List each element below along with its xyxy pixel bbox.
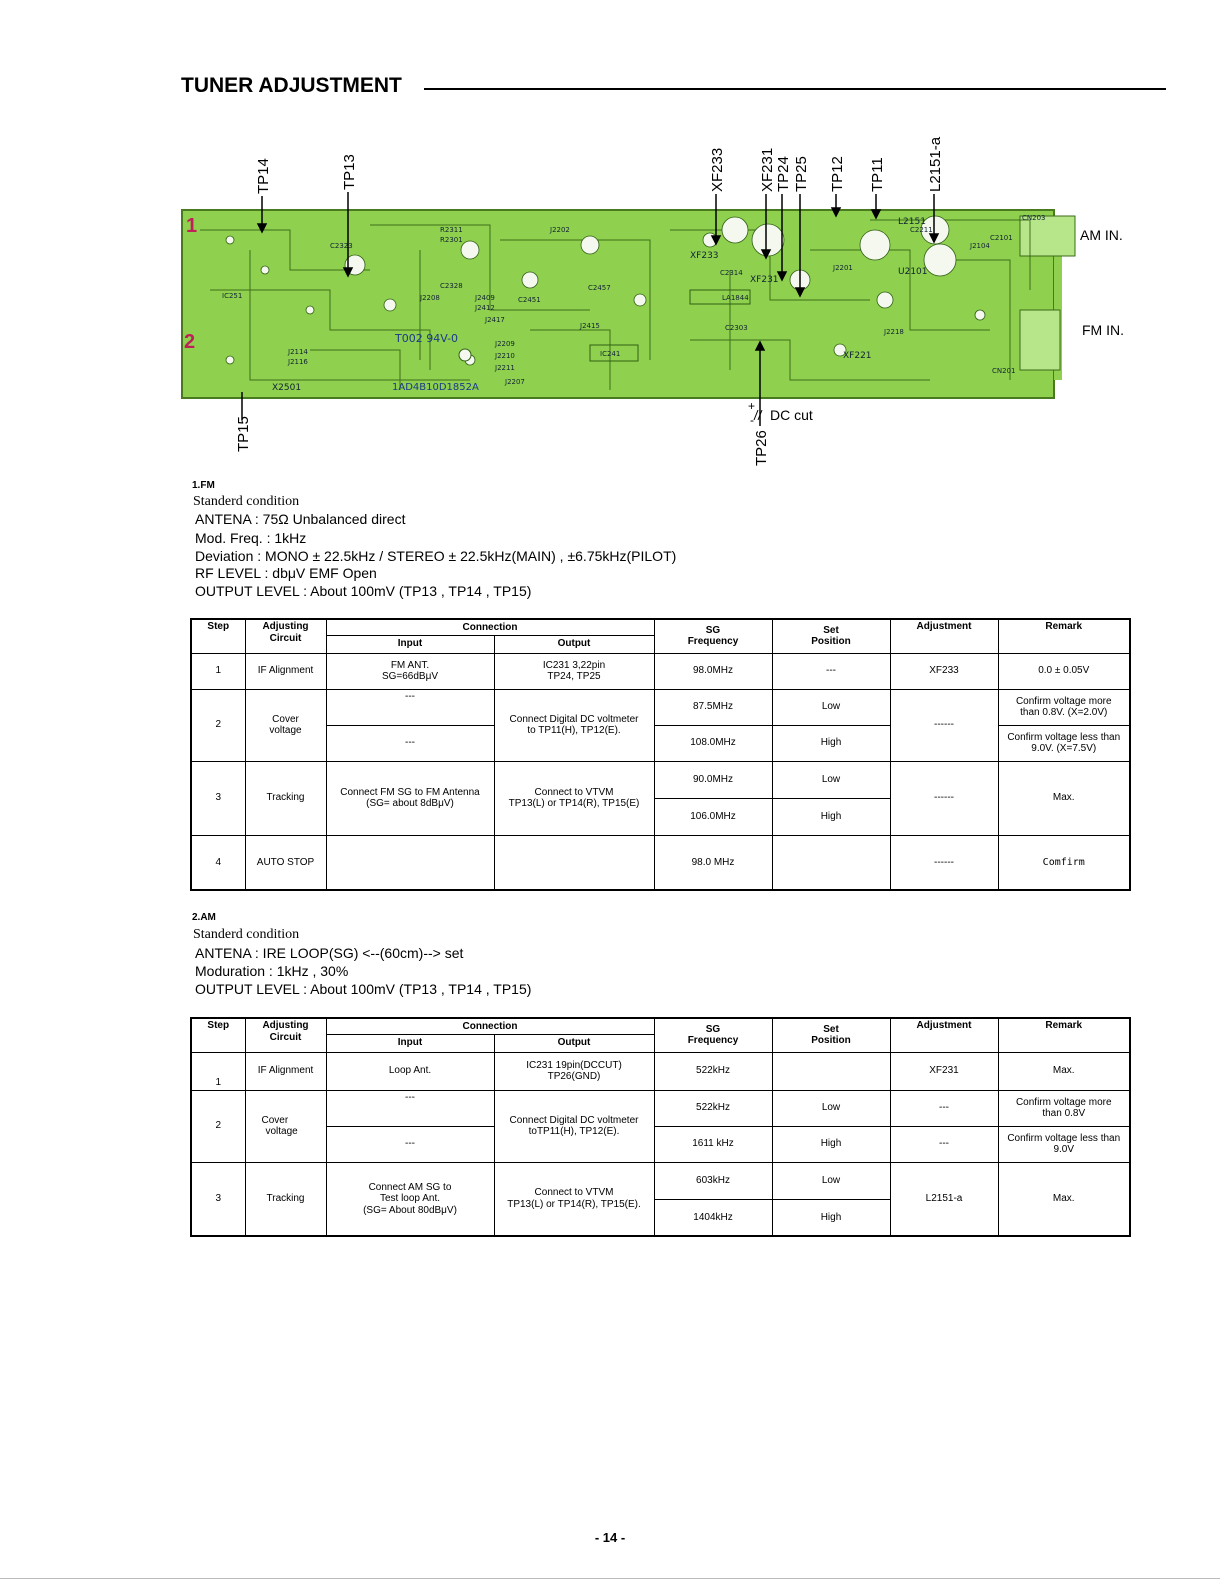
pcb-label: J2207 <box>505 378 525 386</box>
table-row <box>191 689 1130 725</box>
pcb-label: J2104 <box>970 242 990 250</box>
output-cell <box>494 835 654 890</box>
page-title: TUNER ADJUSTMENT <box>181 74 402 97</box>
position-cell: High <box>772 1199 890 1236</box>
pcb-label: CN201 <box>992 367 1016 375</box>
pcb-label: J2208 <box>420 294 440 302</box>
pcb-label: XF233 <box>690 251 719 261</box>
pcb-label: C2323 <box>330 242 353 250</box>
output-cell: Connect to VTVM TP13(L) or TP14(R), TP15(E). <box>494 1162 654 1236</box>
freq-cell: 87.5MHz <box>654 689 772 725</box>
pcb-board-code: T002 94V-0 <box>395 332 459 345</box>
fm-header-input: Input <box>326 635 494 653</box>
am-header-step: Step <box>191 1018 245 1052</box>
xf233-label: XF233 <box>709 147 726 192</box>
pcb-label: C2211 <box>910 226 933 234</box>
step-cell: 1 <box>191 653 245 689</box>
am-header-remark: Remark <box>998 1018 1130 1052</box>
pcb-label: XF221 <box>843 351 872 361</box>
position-cell: High <box>772 1126 890 1162</box>
output-cell: Connect Digital DC voltmeter to TP11(H), TP12(E). <box>494 689 654 761</box>
freq-cell: 106.0MHz <box>654 798 772 835</box>
circuit-cell: IF Alignment <box>245 1052 326 1090</box>
am-header-adjustment: Adjustment <box>890 1018 998 1052</box>
position-cell: High <box>772 798 890 835</box>
pcb-label: CN203 <box>1022 214 1046 222</box>
fm-condition-modfreq: Mod. Freq. : 1kHz <box>195 530 307 546</box>
fm-header-adjustment: Adjustment <box>890 619 998 653</box>
step-cell: 1 <box>191 1052 245 1090</box>
adjustment-cell: XF233 <box>890 653 998 689</box>
input-cell: --- <box>326 689 494 725</box>
table-row <box>191 1126 1130 1162</box>
pcb-label: J2210 <box>495 352 515 360</box>
step-cell: 3 <box>191 761 245 835</box>
fm-condition-deviation: Deviation : MONO ± 22.5kHz / STEREO ± 22.5kHz(MAIN) , ±6.75kHz(PILOT) <box>195 548 677 564</box>
circuit-cell: Cover voltage <box>245 689 326 761</box>
pcb-label: C2314 <box>720 269 743 277</box>
pcb-fm-connector <box>1020 310 1060 370</box>
table-row <box>191 1162 1130 1199</box>
dc-cut-label: DC cut <box>770 407 813 423</box>
freq-cell: 1404kHz <box>654 1199 772 1236</box>
am-condition-antena: ANTENA : IRE LOOP(SG) <--(60cm)--> set <box>195 945 464 961</box>
adjustment-cell: ------ <box>890 835 998 890</box>
position-cell: --- <box>772 653 890 689</box>
adjustment-cell: L2151-a <box>890 1162 998 1236</box>
fm-condition-rflevel: RF LEVEL : dbμV EMF Open <box>195 565 377 581</box>
pcb-label: XF231 <box>750 275 779 285</box>
adjustment-cell: ------ <box>890 689 998 761</box>
step-cell: 2 <box>191 689 245 761</box>
pcb-label: J2415 <box>580 322 600 330</box>
freq-cell: 108.0MHz <box>654 725 772 761</box>
fm-adjustment-table <box>190 618 1131 891</box>
fm-header-sg: SG Frequency <box>654 619 772 653</box>
am-adjustment-table <box>190 1017 1131 1237</box>
remark-cell: Max. <box>998 761 1130 835</box>
pcb-corner-2: 2 <box>184 331 196 353</box>
bottom-rule <box>0 1578 1220 1579</box>
fm-header-step: Step <box>191 619 245 653</box>
pcb-label: LA1844 <box>722 294 749 302</box>
pcb-mount-hole <box>459 349 471 361</box>
fm-condition-output: OUTPUT LEVEL : About 100mV (TP13 , TP14 , TP15) <box>195 583 532 599</box>
fm-condition-title: Standerd condition <box>193 494 300 509</box>
tp15-label: TP15 <box>235 416 252 452</box>
am-in-label: AM IN. <box>1080 227 1123 243</box>
table-row <box>191 653 1130 689</box>
remark-cell: Confirm voltage more than 0.8V. (X=2.0V) <box>998 689 1130 725</box>
freq-cell: 98.0 MHz <box>654 835 772 890</box>
step-cell: 2 <box>191 1090 245 1162</box>
input-cell: Loop Ant. <box>326 1052 494 1090</box>
output-cell: IC231 3,22pin TP24, TP25 <box>494 653 654 689</box>
pcb-label: J2201 <box>833 264 853 272</box>
freq-cell: 522kHz <box>654 1090 772 1126</box>
fm-header-connection: Connection <box>326 619 654 635</box>
pcb-label: J2409 <box>475 294 495 302</box>
am-condition-output: OUTPUT LEVEL : About 100mV (TP13 , TP14 , TP15) <box>195 981 532 997</box>
fm-header-remark: Remark <box>998 619 1130 653</box>
position-cell: Low <box>772 761 890 798</box>
pcb-label: J2114 <box>288 348 308 356</box>
am-header-input: Input <box>326 1034 494 1052</box>
remark-cell: Confirm voltage more than 0.8V <box>998 1090 1130 1126</box>
pcb-label: IC251 <box>222 292 243 300</box>
position-cell: High <box>772 725 890 761</box>
am-section-title: 2.AM <box>192 912 216 923</box>
adjustment-cell: --- <box>890 1090 998 1126</box>
pcb-label: X2501 <box>272 383 302 393</box>
fm-header-set: Set Position <box>772 619 890 653</box>
remark-cell: Comfirm <box>998 835 1130 890</box>
input-cell: --- <box>326 1126 494 1162</box>
step-cell: 3 <box>191 1162 245 1236</box>
pcb-label: L2151 <box>898 217 926 227</box>
am-header-circuit: Adjusting Circuit <box>245 1018 326 1052</box>
remark-cell: Confirm voltage less than 9.0V. (X=7.5V) <box>998 725 1130 761</box>
freq-cell: 522kHz <box>654 1052 772 1090</box>
fm-header-circuit: Adjusting Circuit <box>245 619 326 653</box>
step-cell: 4 <box>191 835 245 890</box>
table-row <box>191 761 1130 798</box>
table-row <box>191 1052 1130 1090</box>
circuit-cell: IF Alignment <box>245 653 326 689</box>
input-cell: --- <box>326 1090 494 1126</box>
input-cell: FM ANT. SG=66dBμV <box>326 653 494 689</box>
tp13-label: TP13 <box>341 154 358 190</box>
fm-condition-antena: ANTENA : 75Ω Unbalanced direct <box>195 511 406 527</box>
remark-cell: 0.0 ± 0.05V <box>998 653 1130 689</box>
pcb-diagram <box>170 130 1170 470</box>
pcb-label: R2301 <box>440 236 463 244</box>
input-cell <box>326 835 494 890</box>
am-header-sg: SG Frequency <box>654 1018 772 1052</box>
tp24-label: TP24 <box>775 156 792 192</box>
input-cell: Connect FM SG to FM Antenna (SG= about 8dBμV) <box>326 761 494 835</box>
am-header-connection: Connection <box>326 1018 654 1034</box>
circuit-cell: Tracking <box>245 1162 326 1236</box>
pcb-label: J2116 <box>288 358 308 366</box>
circuit-cell: AUTO STOP <box>245 835 326 890</box>
tp11-label: TP11 <box>869 157 886 192</box>
remark-cell: Max. <box>998 1052 1130 1090</box>
freq-cell: 603kHz <box>654 1162 772 1199</box>
am-header-output: Output <box>494 1034 654 1052</box>
fm-section-title: 1.FM <box>192 480 215 491</box>
pcb-label: C2457 <box>588 284 611 292</box>
position-cell: Low <box>772 1162 890 1199</box>
pcb-label: J2211 <box>495 364 515 372</box>
pcb-label: J2412 <box>475 304 495 312</box>
remark-cell: Max. <box>998 1162 1130 1236</box>
table-row <box>191 1090 1130 1126</box>
adjustment-cell: XF231 <box>890 1052 998 1090</box>
pcb-label: C2451 <box>518 296 541 304</box>
circuit-cell: Cover voltage <box>245 1090 326 1162</box>
freq-cell: 1611 kHz <box>654 1126 772 1162</box>
position-cell <box>772 1052 890 1090</box>
pcb-label: C2328 <box>440 282 463 290</box>
am-header-set: Set Position <box>772 1018 890 1052</box>
adjustment-cell: --- <box>890 1126 998 1162</box>
output-cell: Connect to VTVM TP13(L) or TP14(R), TP15(E) <box>494 761 654 835</box>
dc-cut-minus: - <box>750 413 754 427</box>
pcb-label: J2417 <box>485 316 505 324</box>
table-row <box>191 835 1130 890</box>
tp25-label: TP25 <box>793 156 810 192</box>
adjustment-cell: ------ <box>890 761 998 835</box>
input-cell: --- <box>326 725 494 761</box>
pcb-label: J2202 <box>550 226 570 234</box>
pcb-label: U2101 <box>898 267 928 277</box>
position-cell: Low <box>772 689 890 725</box>
input-cell: Connect AM SG to Test loop Ant. (SG= About 80dBμV) <box>326 1162 494 1236</box>
pcb-label: J2218 <box>884 328 904 336</box>
fm-in-label: FM IN. <box>1082 322 1124 338</box>
pcb-label: C2303 <box>725 324 748 332</box>
pcb-label: J2209 <box>495 340 515 348</box>
pcb-board-label: 1AD4B10D1852A <box>392 382 479 393</box>
tp26-label: TP26 <box>753 430 770 466</box>
output-cell: Connect Digital DC voltmeter toTP11(H), TP12(E). <box>494 1090 654 1162</box>
am-condition-title: Standerd condition <box>193 927 300 942</box>
tp12-label: TP12 <box>829 156 846 192</box>
xf231-label: XF231 <box>759 147 776 192</box>
dc-cut-plus: + <box>748 399 756 413</box>
page-number: - 14 - <box>594 1530 626 1545</box>
tp14-label: TP14 <box>255 158 272 194</box>
freq-cell: 90.0MHz <box>654 761 772 798</box>
pcb-corner-1: 1 <box>186 215 198 237</box>
circuit-cell: Tracking <box>245 761 326 835</box>
am-condition-moduration: Moduration : 1kHz , 30% <box>195 963 349 979</box>
output-cell: IC231 19pin(DCCUT) TP26(GND) <box>494 1052 654 1090</box>
position-cell <box>772 835 890 890</box>
freq-cell: 98.0MHz <box>654 653 772 689</box>
remark-cell: Confirm voltage less than 9.0V <box>998 1126 1130 1162</box>
l2151a-label: L2151-a <box>927 136 944 192</box>
pcb-label: IC241 <box>600 350 621 358</box>
pcb-am-connector <box>1020 216 1075 256</box>
fm-header-output: Output <box>494 635 654 653</box>
pcb-label: R2311 <box>440 226 463 234</box>
title-rule <box>424 88 1166 90</box>
position-cell: Low <box>772 1090 890 1126</box>
pcb-label: C2101 <box>990 234 1013 242</box>
